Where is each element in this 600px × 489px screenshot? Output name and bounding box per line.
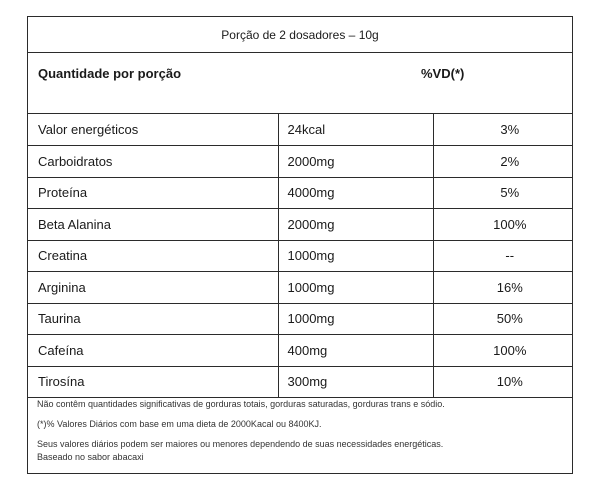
nutrient-vd: 5% bbox=[433, 177, 572, 209]
nutrient-vd: 3% bbox=[433, 114, 572, 146]
nutrient-amount: 2000mg bbox=[278, 146, 433, 178]
nutrient-amount: 4000mg bbox=[278, 177, 433, 209]
footnote-daily-values: (*)% Valores Diários com base em uma dieta de 2000Kacal ou 8400KJ. bbox=[37, 419, 322, 429]
footnote-energy-needs: Seus valores diários podem ser maiores ou menores dependendo de suas necessidades energéticas. bbox=[37, 439, 444, 449]
table-row bbox=[28, 209, 572, 241]
nutrient-name: Beta Alanina bbox=[28, 209, 278, 241]
nutrient-amount: 1000mg bbox=[278, 240, 433, 272]
footnote-flavor: Baseado no sabor abacaxi bbox=[37, 452, 144, 462]
nutrient-name: Creatina bbox=[28, 240, 278, 272]
nutrient-amount: 24kcal bbox=[278, 114, 433, 146]
table-row bbox=[28, 240, 572, 272]
serving-size: Porção de 2 dosadores – 10g bbox=[28, 17, 572, 53]
table-row bbox=[28, 272, 572, 304]
nutrient-vd: 10% bbox=[433, 366, 572, 398]
nutrient-amount: 2000mg bbox=[278, 209, 433, 241]
table-row bbox=[28, 177, 572, 209]
nutrient-name: Valor energéticos bbox=[28, 114, 278, 146]
table-header bbox=[28, 53, 572, 114]
nutrient-name: Carboidratos bbox=[28, 146, 278, 178]
table-row bbox=[28, 114, 572, 146]
nutrient-name: Taurina bbox=[28, 303, 278, 335]
table-row bbox=[28, 366, 572, 398]
nutrient-amount: 1000mg bbox=[278, 272, 433, 304]
nutrient-vd: 16% bbox=[433, 272, 572, 304]
nutrient-vd: -- bbox=[433, 240, 572, 272]
nutrient-vd: 100% bbox=[433, 209, 572, 241]
footnotes bbox=[37, 398, 565, 464]
nutrient-amount: 1000mg bbox=[278, 303, 433, 335]
nutrition-table bbox=[28, 114, 572, 398]
table-row bbox=[28, 146, 572, 178]
header-quantity-label: Quantidade por porção bbox=[38, 65, 182, 81]
nutrient-vd: 2% bbox=[433, 146, 572, 178]
nutrient-name: Proteína bbox=[28, 177, 278, 209]
nutrient-vd: 50% bbox=[433, 303, 572, 335]
table-row bbox=[28, 303, 572, 335]
nutrient-name: Arginina bbox=[28, 272, 278, 304]
footnote-insignificant: Não contêm quantidades significativas de gorduras totais, gorduras saturadas, gorduras trans e sódio. bbox=[37, 399, 445, 409]
nutrient-name: Cafeína bbox=[28, 335, 278, 367]
nutrient-vd: 100% bbox=[433, 335, 572, 367]
nutrient-amount: 400mg bbox=[278, 335, 433, 367]
header-vd-label: %VD(*) bbox=[421, 65, 465, 81]
table-row bbox=[28, 335, 572, 367]
nutrient-name: Tirosína bbox=[28, 366, 278, 398]
nutrition-facts-panel bbox=[27, 16, 573, 474]
nutrient-amount: 300mg bbox=[278, 366, 433, 398]
